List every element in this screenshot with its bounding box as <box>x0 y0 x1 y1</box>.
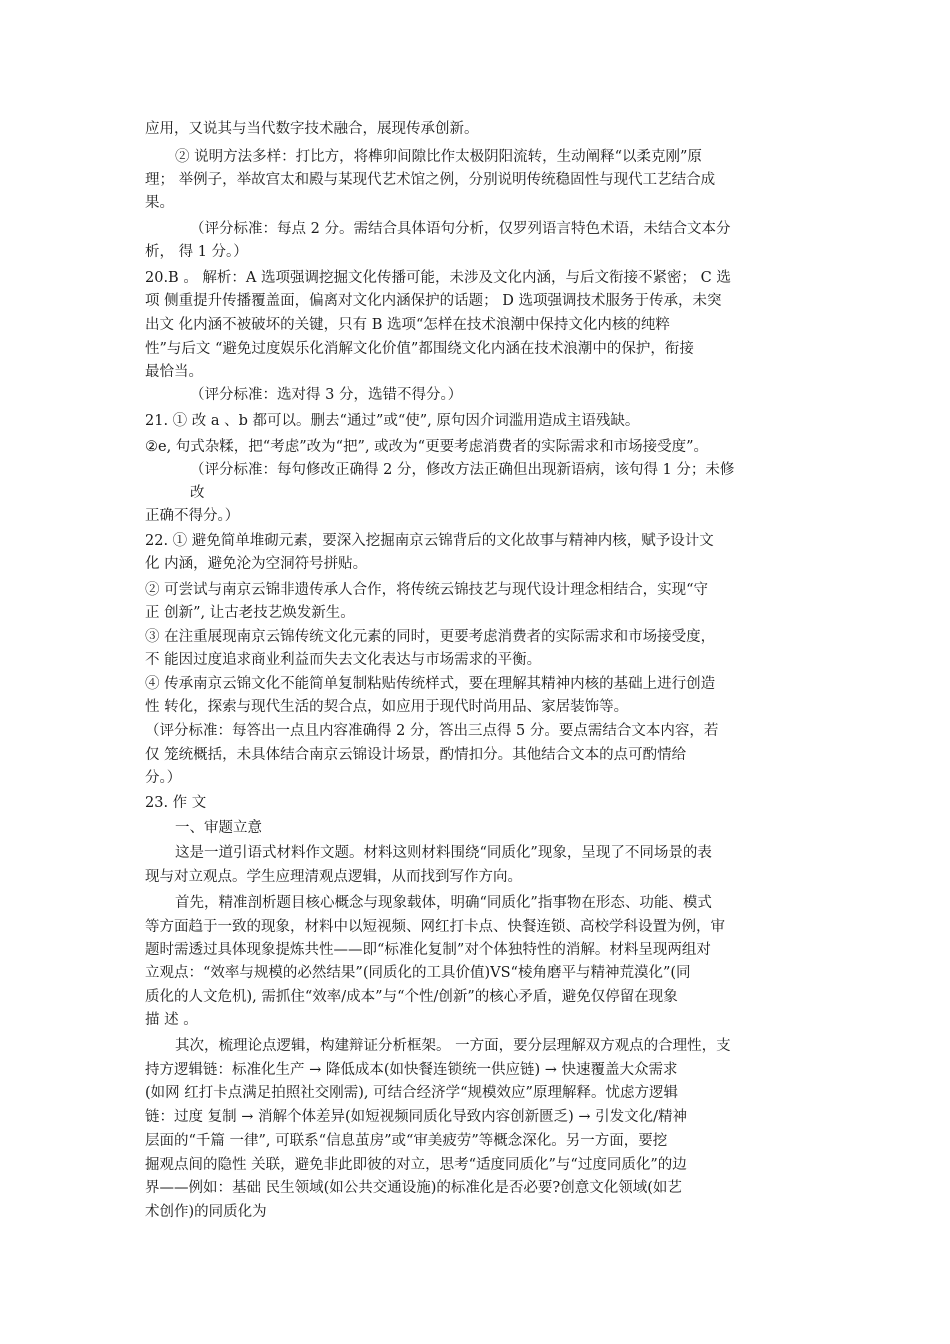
text-line: 掘观点间的隐性 关联，避免非此即彼的对立，思考“适度同质化”与“过度同质化”的边 <box>145 1157 687 1173</box>
text-line: 一、审题立意 <box>175 820 262 836</box>
text-line: 果。 <box>145 195 174 211</box>
text-line: 术创作)的同质化为 <box>145 1204 267 1220</box>
text-line: 最恰当。 <box>145 364 203 380</box>
text-line: 21. ① 改 a 、b 都可以。删去“通过”或“使”, 原句因介词滥用造成主语残缺。 <box>145 413 640 429</box>
text-line: 立观点：“效率与规模的必然结果”(同质化的工具价值)VS“棱角磨平与精神荒漠化”(同 <box>145 965 691 981</box>
text-line: 链：过度 复制 → 消解个体差异(如短视频同质化导致内容创新匮乏) → 引发文化/精神 <box>145 1109 688 1125</box>
text-line: ② 可尝试与南京云锦非遗传承人合作，将传统云锦技艺与现代设计理念相结合，实现“守 <box>145 582 709 598</box>
text-line: ②e, 句式杂糅，把“考虑”改为“把”, 或改为“更要考虑消费者的实际需求和市场接受度”。 <box>145 439 708 455</box>
text-line: 不 能因过度追求商业利益而失去文化表达与市场需求的平衡。 <box>145 652 542 668</box>
text-line: 性”与后文 “避免过度娱乐化消解文化价值”都围绕文化内涵在技术浪潮中的保护，衔接 <box>145 341 694 357</box>
text-line: 质化的人文危机), 需抓住“效率/成本”与“个性/创新”的核心矛盾，避免仅停留在现象 <box>145 989 678 1005</box>
text-line: 层面的“千篇 一律”, 可联系“信息茧房”或“审美疲劳”等概念深化。另一方面，要挖 <box>145 1133 668 1149</box>
text-line: 等方面趋于一致的现象，材料中以短视频、网红打卡点、快餐连锁、高校学科设置为例，审 <box>145 919 725 935</box>
text-line: 现与对立观点。学生应理清观点逻辑，从而找到写作方向。 <box>145 869 522 885</box>
text-line: 正确不得分。） <box>145 508 240 524</box>
text-line: ② 说明方法多样：打比方，将榫卯间隙比作太极阴阳流转，生动阐释“以柔克刚”原 <box>175 149 702 165</box>
text-line: 性 转化，探索与现代生活的契合点，如应用于现代时尚用品、家居装饰等。 <box>145 699 629 715</box>
text-line: 题时需透过具体现象提炼共性——即“标准化复制”对个体独特性的消解。材料呈现两组对 <box>145 942 711 958</box>
text-line: 描 述 。 <box>145 1012 198 1028</box>
text-line: 持方逻辑链：标准化生产 → 降低成本(如快餐连锁统一供应链) → 快速覆盖大众需求 <box>145 1062 678 1078</box>
text-line: 出文 化内涵不被破坏的关键，只有 B 选项“怎样在技术浪潮中保持文化内核的纯粹 <box>145 317 670 333</box>
text-line: （评分标准：每答出一点且内容准确得 2 分，答出三点得 5 分。要点需结合文本内容，若 <box>145 723 719 739</box>
text-line: 其次，梳理论点逻辑，构建辩证分析框架。 一方面，要分层理解双方观点的合理性，支 <box>175 1038 731 1054</box>
text-line: 首先，精准剖析题目核心概念与现象载体，明确“同质化”指事物在形态、功能、模式 <box>175 895 712 911</box>
text-line: 仅 笼统概括，未具体结合南京云锦设计场景，酌情扣分。其他结合文本的点可酌情给 <box>145 747 687 763</box>
text-line: 22. ① 避免简单堆砌元素，要深入挖掘南京云锦背后的文化故事与精神内核，赋予设计文 <box>145 533 714 549</box>
text-line: 正 创新”, 让古老技艺焕发新生。 <box>145 605 355 621</box>
text-line: 析， 得 1 分。） <box>145 244 248 260</box>
text-line: 化 内涵，避免沦为空洞符号拼贴。 <box>145 556 368 572</box>
text-line: 界——例如：基础 民生领域(如公共交通设施)的标准化是否必要?创意文化领域(如艺 <box>145 1180 682 1196</box>
text-line: 分。） <box>145 770 182 786</box>
text-line: 改 <box>190 485 205 501</box>
text-line: （评分标准：每点 2 分。需结合具体语句分析，仅罗列语言特色术语，未结合文本分 <box>190 221 731 237</box>
text-line: (如网 红打卡点满足拍照社交刚需), 可结合经济学“规模效应”原理解释。忧虑方逻辑 <box>145 1085 678 1101</box>
text-line: 20.B 。 解析：A 选项强调挖掘文化传播可能，未涉及文化内涵，与后文衔接不紧密； C 选 <box>145 270 731 286</box>
text-line: 这是一道引语式材料作文题。材料这则材料围绕“同质化”现象，呈现了不同场景的表 <box>175 845 712 861</box>
text-line: 理； 举例子，举故宫太和殿与某现代艺术馆之例，分别说明传统稳固性与现代工艺结合成 <box>145 172 716 188</box>
text-line: （评分标准：选对得 3 分，选错不得分。） <box>190 387 463 403</box>
text-line: （评分标准：每句修改正确得 2 分，修改方法正确但出现新语病，该句得 1 分；未修 <box>190 462 735 478</box>
text-line: ③ 在注重展现南京云锦传统文化元素的同时，更要考虑消费者的实际需求和市场接受度， <box>145 629 716 645</box>
text-line: 项 侧重提升传播覆盖面，偏离对文化内涵保护的话题； D 选项强调技术服务于传承，未突 <box>145 293 722 309</box>
text-line: 23. 作 文 <box>145 795 207 811</box>
text-line: ④ 传承南京云锦文化不能简单复制粘贴传统样式，要在理解其精神内核的基础上进行创造 <box>145 676 716 692</box>
text-line: 应用，又说其与当代数字技术融合，展现传承创新。 <box>145 121 479 137</box>
